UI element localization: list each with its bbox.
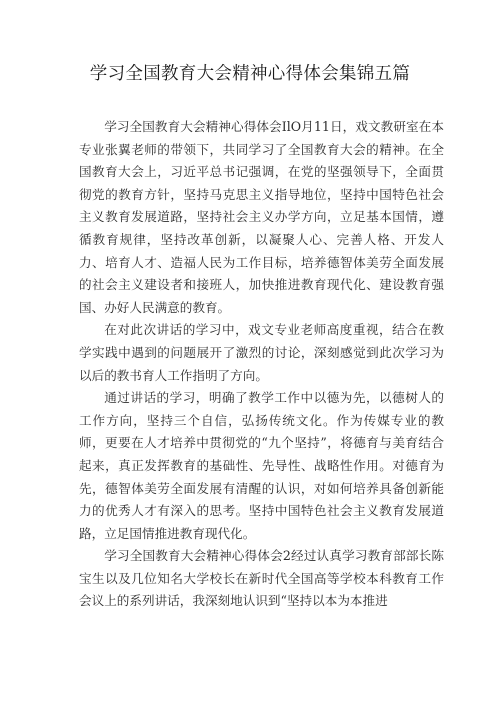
document-title: 学习全国教育大会精神心得体会集锦五篇	[89, 64, 411, 84]
document-body	[79, 116, 444, 613]
paragraph-4: 学习全国教育大会精神心得体会2经过认真学习教育部部长陈宝生以及几位知名大学校长在新时代全国高等学校本科教育工作会议上的系列讲话，我深刻地认识到“坚持以本为本推进	[79, 548, 444, 609]
paragraph-1: 学习全国教育大会精神心得体会IlO月11日，戏文教研室在本专业张翼老师的带领下，共同学习了全国教育大会的精神。在全国教育大会上，习近平总书记强调，在党的坚强领导下，全面贯彻党的教育方针，坚持马克思主义指导地位，坚持中国特色社会主义教育发展道路，坚持社会主义办学方向，立足基本国情，遵循教育规律，坚持改革创新，以凝聚人心、完善人格、开发人力、培育人才、造福人民为工作目标，培养德智体美劳全面发展的社会主义建设者和接班人，加快推进教育现代化、建设教育强国、办好人民满意的教育。	[79, 119, 444, 315]
paragraph-2: 在对此次讲话的学习中，戏文专业老师高度重视，结合在教学实践中遇到的问题展开了激烈的讨论，深刻感觉到此次学习为以后的教书育人工作指明了方向。	[79, 322, 444, 383]
paragraph-3: 通过讲话的学习，明确了教学工作中以德为先，以德树人的工作方向，坚持三个自信，弘扬传统文化。作为传媒专业的教师，更要在人才培养中贯彻党的“九个坚持”，将德育与美育结合起来，真正发挥教育的基础性、先导性、战略性作用。对德育为先，德智体美劳全面发展有清醒的认识，对如何培养具备创新能力的优秀人才有深入的思考。坚持中国特色社会主义教育发展道路，立足国情推进教育现代化。	[79, 390, 444, 541]
